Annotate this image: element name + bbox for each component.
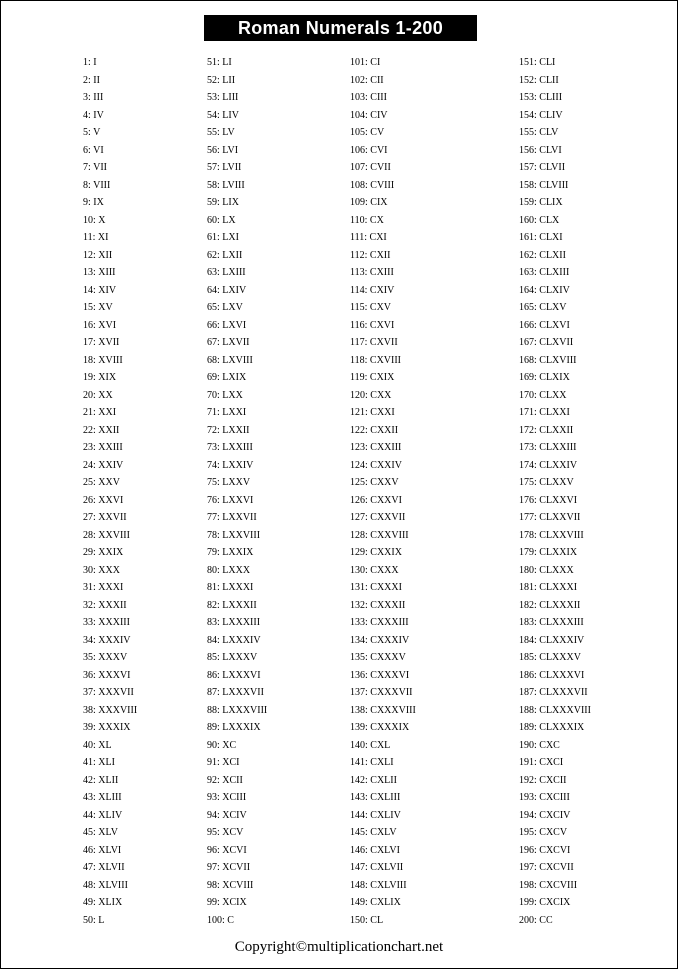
- numeral-column-1-50: [83, 54, 137, 929]
- numeral-entry: 47: XLVII: [83, 862, 125, 873]
- numeral-entry: 114: CXIV: [350, 284, 395, 296]
- numeral-entry: 53: LIII: [207, 92, 239, 103]
- numeral-entry: 94: XCIV: [207, 809, 247, 821]
- numeral-entry: 193: CXCIII: [519, 792, 570, 803]
- numeral-entry: 16: XVI: [83, 319, 117, 331]
- numeral-entry: 154: CLIV: [519, 109, 563, 121]
- numeral-entry: 131: CXXXI: [350, 582, 402, 593]
- numeral-entry: 143: CXLIII: [350, 792, 401, 803]
- numeral-entry: 166: CLXVI: [519, 319, 570, 331]
- numeral-entry: 125: CXXV: [350, 477, 399, 488]
- numeral-entry: 90: XC: [207, 739, 237, 751]
- numeral-entry: 10: X: [83, 214, 106, 226]
- numeral-entry: 76: LXXVI: [207, 494, 254, 506]
- numeral-entry: 82: LXXXII: [207, 599, 257, 611]
- numeral-entry: 129: CXXIX: [350, 547, 402, 558]
- numeral-entry: 132: CXXXII: [350, 599, 406, 611]
- numeral-entry: 195: CXCV: [519, 827, 568, 838]
- numeral-entry: 22: XXII: [83, 424, 120, 436]
- numeral-entry: 25: XXV: [83, 477, 120, 488]
- numeral-entry: 77: LXXVII: [207, 512, 257, 523]
- numeral-entry: 187: CLXXXVII: [519, 687, 588, 698]
- numeral-entry: 177: CLXXVII: [519, 512, 581, 523]
- numeral-entry: 86: LXXXVI: [207, 669, 261, 681]
- numeral-entry: 40: XL: [83, 739, 112, 751]
- numeral-entry: 68: LXVIII: [207, 354, 253, 366]
- numeral-entry: 115: CXV: [350, 302, 392, 313]
- numeral-entry: 102: CII: [350, 74, 384, 86]
- numeral-entry: 42: XLII: [83, 774, 119, 786]
- numeral-entry: 139: CXXXIX: [350, 722, 410, 733]
- numeral-entry: 32: XXXII: [83, 599, 127, 611]
- numeral-entry: 67: LXVII: [207, 337, 250, 348]
- numeral-entry: 6: VI: [83, 144, 104, 156]
- numeral-entry: 8: VIII: [83, 179, 111, 191]
- numeral-entry: 147: CXLVII: [350, 862, 404, 873]
- numeral-entry: 121: CXXI: [350, 407, 395, 418]
- numeral-entry: 27: XXVII: [83, 512, 127, 523]
- numeral-entry: 185: CLXXXV: [519, 652, 581, 663]
- numeral-entry: 20: XX: [83, 389, 113, 401]
- numeral-entry: 65: LXV: [207, 302, 243, 313]
- numeral-entry: 71: LXXI: [207, 407, 247, 418]
- numeral-entry: 50: L: [83, 914, 105, 926]
- numeral-entry: 38: XXXVIII: [83, 704, 138, 716]
- numeral-entry: 60: LX: [207, 214, 236, 226]
- numeral-entry: 24: XXIV: [83, 459, 124, 471]
- numeral-entry: 30: XXX: [83, 564, 120, 576]
- numeral-entry: 171: CLXXI: [519, 407, 570, 418]
- numeral-entry: 70: LXX: [207, 389, 243, 401]
- numeral-entry: 199: CXCIX: [519, 897, 571, 908]
- numeral-entry: 103: CIII: [350, 92, 387, 103]
- numeral-entry: 36: XXXVI: [83, 669, 131, 681]
- numeral-entry: 134: CXXXIV: [350, 634, 410, 646]
- numeral-entry: 95: XCV: [207, 827, 244, 838]
- numeral-entry: 111: CXI: [350, 232, 387, 243]
- numeral-entry: 178: CLXXVIII: [519, 529, 584, 541]
- numeral-entry: 196: CXCVI: [519, 844, 571, 856]
- numeral-entry: 49: XLIX: [83, 897, 123, 908]
- numeral-entry: 144: CXLIV: [350, 809, 401, 821]
- numeral-entry: 159: CLIX: [519, 197, 563, 208]
- numeral-entry: 63: LXIII: [207, 267, 246, 278]
- numeral-entry: 168: CLXVIII: [519, 354, 577, 366]
- numeral-entry: 73: LXXIII: [207, 442, 253, 453]
- numeral-entry: 18: XVIII: [83, 354, 123, 366]
- numeral-entry: 39: XXXIX: [83, 722, 131, 733]
- numeral-entry: 106: CVI: [350, 144, 388, 156]
- numeral-entry: 186: CLXXXVI: [519, 669, 585, 681]
- numeral-entry: 149: CXLIX: [350, 897, 401, 908]
- numeral-entry: 118: CXVIII: [350, 354, 402, 366]
- numeral-entry: 123: CXXIII: [350, 442, 402, 453]
- numeral-entry: 145: CXLV: [350, 827, 397, 838]
- numeral-column-51-100: [207, 54, 267, 929]
- numeral-entry: 59: LIX: [207, 197, 239, 208]
- numeral-entry: 79: LXXIX: [207, 547, 254, 558]
- page-title: Roman Numerals 1-200: [204, 15, 477, 41]
- numeral-entry: 97: XCVII: [207, 862, 251, 873]
- numeral-entry: 83: LXXXIII: [207, 617, 261, 628]
- numeral-entry: 108: CVIII: [350, 179, 395, 191]
- numeral-entry: 35: XXXV: [83, 652, 128, 663]
- numeral-entry: 11: XI: [83, 232, 109, 243]
- numeral-entry: 78: LXXVIII: [207, 529, 261, 541]
- numeral-entry: 7: VII: [83, 162, 107, 173]
- numeral-entry: 84: LXXXIV: [207, 634, 261, 646]
- numeral-entry: 165: CLXV: [519, 302, 567, 313]
- numeral-entry: 167: CLXVII: [519, 337, 574, 348]
- numeral-entry: 136: CXXXVI: [350, 669, 410, 681]
- numeral-entry: 75: LXXV: [207, 477, 251, 488]
- numeral-entry: 87: LXXXVII: [207, 687, 264, 698]
- numeral-entry: 92: XCII: [207, 774, 243, 786]
- numeral-entry: 96: XCVI: [207, 844, 247, 856]
- numeral-entry: 141: CXLI: [350, 757, 394, 768]
- numeral-entry: 130: CXXX: [350, 564, 399, 576]
- numeral-entry: 17: XVII: [83, 337, 120, 348]
- numeral-entry: 9: IX: [83, 197, 104, 208]
- numeral-entry: 157: CLVII: [519, 162, 566, 173]
- numeral-entry: 33: XXXIII: [83, 617, 130, 628]
- numeral-entry: 192: CXCII: [519, 774, 567, 786]
- numeral-entry: 198: CXCVIII: [519, 879, 578, 891]
- numeral-entry: 122: CXXII: [350, 424, 399, 436]
- numeral-entry: 12: XII: [83, 249, 113, 261]
- numeral-entry: 155: CLV: [519, 127, 559, 138]
- numeral-entry: 98: XCVIII: [207, 879, 254, 891]
- numeral-entry: 89: LXXXIX: [207, 722, 261, 733]
- numeral-entry: 28: XXVIII: [83, 529, 130, 541]
- numeral-entry: 133: CXXXIII: [350, 617, 409, 628]
- numeral-entry: 142: CXLII: [350, 774, 397, 786]
- copyright-footer: Copyright©multiplicationchart.net: [234, 939, 444, 955]
- numeral-entry: 85: LXXXV: [207, 652, 258, 663]
- numeral-entry: 117: CXVII: [350, 337, 398, 348]
- numeral-entry: 110: CX: [350, 214, 384, 226]
- numeral-entry: 112: CXII: [350, 249, 391, 261]
- numeral-entry: 3: III: [83, 92, 104, 103]
- numeral-entry: 72: LXXII: [207, 424, 250, 436]
- numeral-entry: 93: XCIII: [207, 792, 247, 803]
- numeral-entry: 152: CLII: [519, 74, 559, 86]
- numeral-entry: 126: CXXVI: [350, 494, 402, 506]
- numeral-entry: 2: II: [83, 74, 100, 86]
- numeral-entry: 172: CLXXII: [519, 424, 574, 436]
- numeral-entry: 101: CI: [350, 57, 381, 68]
- numeral-entry: 182: CLXXXII: [519, 599, 581, 611]
- numeral-entry: 66: LXVI: [207, 319, 247, 331]
- numeral-entry: 137: CXXXVII: [350, 687, 413, 698]
- numeral-entry: 91: XCI: [207, 757, 240, 768]
- numeral-entry: 52: LII: [207, 74, 236, 86]
- numeral-entry: 160: CLX: [519, 214, 560, 226]
- numeral-entry: 46: XLVI: [83, 844, 122, 856]
- numeral-entry: 34: XXXIV: [83, 634, 131, 646]
- numeral-entry: 197: CXCVII: [519, 862, 574, 873]
- numeral-entry: 23: XXIII: [83, 442, 123, 453]
- numeral-entry: 21: XXI: [83, 407, 117, 418]
- numeral-entry: 54: LIV: [207, 109, 239, 121]
- numeral-entry: 57: LVII: [207, 162, 242, 173]
- numeral-entry: 183: CLXXXIII: [519, 617, 584, 628]
- numeral-entry: 116: CXVI: [350, 319, 395, 331]
- numeral-entry: 146: CXLVI: [350, 844, 400, 856]
- numeral-entry: 69: LXIX: [207, 372, 247, 383]
- numeral-entry: 58: LVIII: [207, 179, 245, 191]
- numeral-column-151-200: [519, 54, 591, 929]
- numeral-entry: 175: CLXXV: [519, 477, 574, 488]
- numeral-entry: 74: LXXIV: [207, 459, 254, 471]
- numeral-entry: 161: CLXI: [519, 232, 563, 243]
- numeral-entry: 170: CLXX: [519, 389, 567, 401]
- numeral-entry: 37: XXXVII: [83, 687, 134, 698]
- numeral-entry: 151: CLI: [519, 57, 556, 68]
- numeral-entry: 14: XIV: [83, 284, 117, 296]
- numeral-entry: 105: CV: [350, 127, 385, 138]
- numeral-entry: 184: CLXXXIV: [519, 634, 585, 646]
- numeral-entry: 164: CLXIV: [519, 284, 570, 296]
- numeral-entry: 64: LXIV: [207, 284, 247, 296]
- numeral-entry: 81: LXXXI: [207, 582, 254, 593]
- numeral-entry: 45: XLV: [83, 827, 118, 838]
- numeral-entry: 113: CXIII: [350, 267, 394, 278]
- numeral-entry: 119: CXIX: [350, 372, 395, 383]
- numeral-entry: 88: LXXXVIII: [207, 704, 268, 716]
- numeral-entry: 15: XV: [83, 302, 113, 313]
- numeral-entry: 140: CXL: [350, 739, 391, 751]
- numeral-entry: 99: XCIX: [207, 897, 247, 908]
- numeral-entry: 200: CC: [519, 914, 553, 926]
- numeral-entry: 124: CXXIV: [350, 459, 402, 471]
- numeral-column-101-150: [350, 54, 416, 929]
- numeral-entry: 138: CXXXVIII: [350, 704, 416, 716]
- numeral-entry: 31: XXXI: [83, 582, 124, 593]
- numeral-entry: 180: CLXXX: [519, 564, 574, 576]
- numeral-entry: 61: LXI: [207, 232, 239, 243]
- numeral-entry: 100: C: [207, 914, 234, 926]
- numeral-entry: 135: CXXXV: [350, 652, 406, 663]
- numeral-entry: 41: XLI: [83, 757, 115, 768]
- numeral-entry: 181: CLXXXI: [519, 582, 578, 593]
- numeral-entry: 162: CLXII: [519, 249, 566, 261]
- numeral-entry: 191: CXCI: [519, 757, 564, 768]
- numeral-entry: 127: CXXVII: [350, 512, 406, 523]
- numeral-entry: 158: CLVIII: [519, 179, 569, 191]
- numeral-entry: 104: CIV: [350, 109, 388, 121]
- numeral-entry: 188: CLXXXVIII: [519, 704, 591, 716]
- numeral-entry: 156: CLVI: [519, 144, 562, 156]
- numeral-entry: 48: XLVIII: [83, 879, 128, 891]
- numeral-entry: 150: CL: [350, 914, 384, 926]
- numeral-entry: 19: XIX: [83, 372, 117, 383]
- numeral-entry: 163: CLXIII: [519, 267, 570, 278]
- numeral-entry: 190: CXC: [519, 739, 560, 751]
- numeral-entry: 26: XXVI: [83, 494, 124, 506]
- numeral-entry: 44: XLIV: [83, 809, 123, 821]
- numeral-entry: 194: CXCIV: [519, 809, 571, 821]
- numeral-entry: 148: CXLVIII: [350, 879, 407, 891]
- numeral-entry: 173: CLXXIII: [519, 442, 577, 453]
- numeral-entry: 5: V: [83, 127, 101, 138]
- numeral-entry: 107: CVII: [350, 162, 391, 173]
- numeral-entry: 62: LXII: [207, 249, 243, 261]
- numeral-entry: 51: LI: [207, 57, 232, 68]
- numeral-entry: 109: CIX: [350, 197, 388, 208]
- numeral-entry: 13: XIII: [83, 267, 116, 278]
- numeral-entry: 120: CXX: [350, 389, 392, 401]
- numeral-entry: 43: XLIII: [83, 792, 122, 803]
- numeral-entry: 4: IV: [83, 109, 104, 121]
- numeral-entry: 153: CLIII: [519, 92, 563, 103]
- numeral-entry: 174: CLXXIV: [519, 459, 578, 471]
- numeral-entry: 56: LVI: [207, 144, 239, 156]
- numeral-entry: 80: LXXX: [207, 564, 251, 576]
- numeral-entry: 176: CLXXVI: [519, 494, 578, 506]
- numeral-entry: 189: CLXXXIX: [519, 722, 585, 733]
- numeral-entry: 1: I: [83, 57, 97, 68]
- numeral-entry: 29: XXIX: [83, 547, 124, 558]
- numeral-entry: 179: CLXXIX: [519, 547, 578, 558]
- numeral-entry: 128: CXXVIII: [350, 529, 409, 541]
- numeral-entry: 55: LV: [207, 127, 235, 138]
- numeral-entry: 169: CLXIX: [519, 372, 570, 383]
